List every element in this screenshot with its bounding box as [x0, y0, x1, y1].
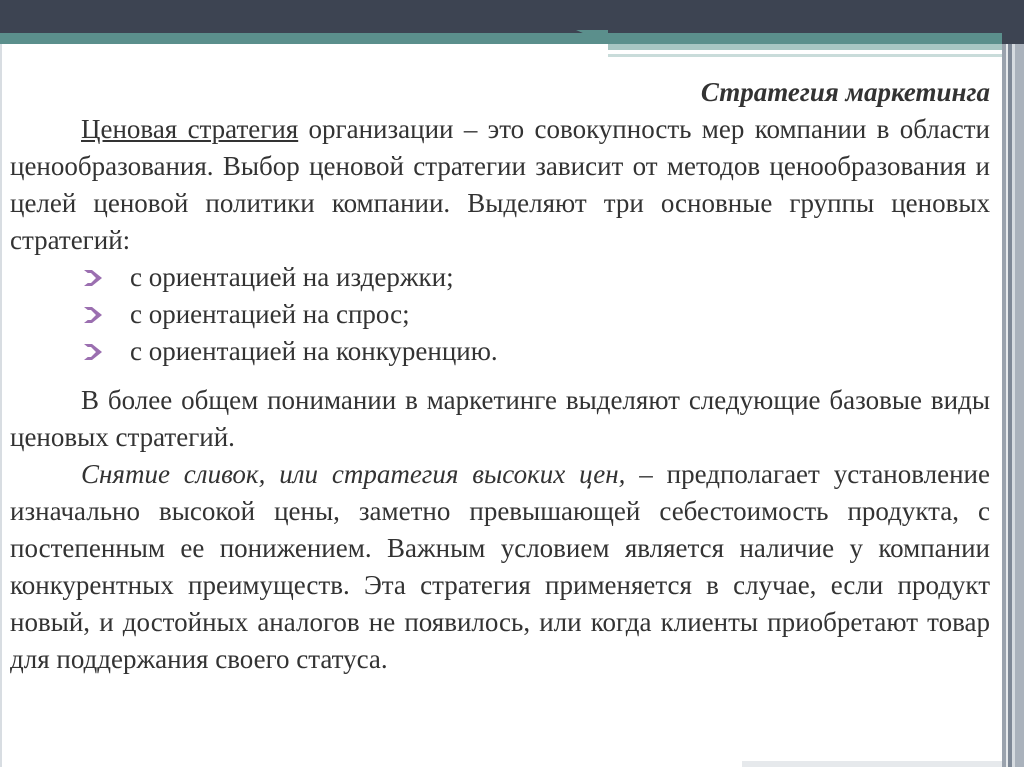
- list-item: [10, 259, 990, 296]
- list-item-text: с ориентацией на конкуренцию.: [130, 336, 498, 366]
- list-item: [10, 296, 990, 333]
- spacer: [10, 370, 990, 382]
- term-skimming: Снятие сливок, или стратегия высоких цен, –: [81, 459, 653, 489]
- top-bar: [0, 0, 1002, 33]
- skimming-paragraph: [10, 456, 990, 678]
- intro-paragraph: [10, 111, 990, 259]
- chevron-arrow-icon: [84, 307, 102, 323]
- list-item-text: с ориентацией на спрос;: [130, 299, 410, 329]
- list-item-text: с ориентацией на издержки;: [130, 262, 454, 292]
- slide-body: [10, 74, 990, 678]
- bottom-edge-decoration: [742, 761, 1002, 767]
- general-paragraph: В более общем понимании в маркетинге выделяют следующие базовые виды ценовых стратегий.: [10, 385, 990, 452]
- right-edge-stripe: [1015, 0, 1024, 767]
- skimming-paragraph-text: предполагает установление изначально высокой цены, заметно превышающей себестоимость продукта, с постепенным ее понижением. Важным условием является наличие у компании конкурентных преимуществ. Эта стратегия применяется в случае, если продукт новый, и достойных аналогов не появилось, или когда клиенты приобретают товар для поддержания своего статуса.: [10, 459, 990, 674]
- top-accent-bar: [0, 33, 1002, 44]
- slide-title: Стратегия маркетинга: [700, 77, 990, 107]
- top-accent-stripe-thin: [608, 54, 1002, 57]
- intro-paragraph-text: организации – это совокупность мер компании в области ценообразования. Выбор ценовой стратегии зависит от методов ценообразования и целей ценовой политики компании. Выделяют три основные группы ценовых стратегий:: [10, 114, 990, 255]
- right-edge-top: [1002, 0, 1024, 44]
- chevron-arrow-icon: [84, 344, 102, 360]
- chevron-arrow-icon: [84, 270, 102, 286]
- panel-left-border: [0, 44, 2, 767]
- term-price-strategy: Ценовая стратегия: [81, 114, 299, 144]
- strategy-groups-list: [10, 259, 990, 370]
- list-item: [10, 333, 990, 370]
- top-accent-notch: [576, 30, 608, 44]
